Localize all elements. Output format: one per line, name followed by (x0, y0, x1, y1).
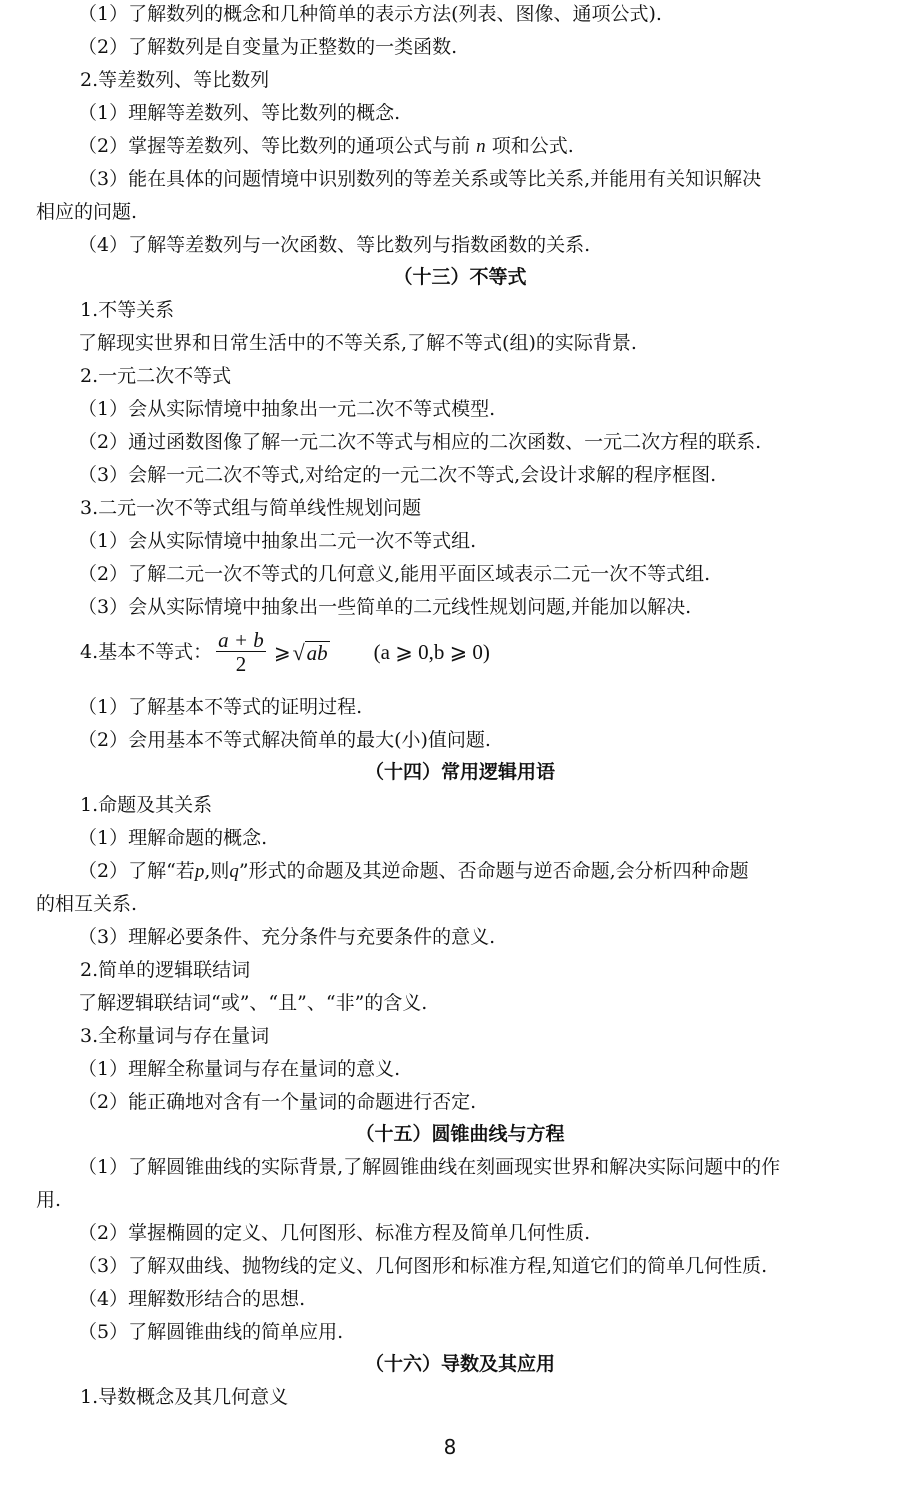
section-heading: （十四）常用逻辑用语 (364, 761, 555, 783)
fraction (216, 629, 266, 675)
ge-symbol: ⩾ (273, 640, 291, 664)
text-line: 的相互关系. (36, 893, 138, 915)
fraction-numerator: a + b (218, 628, 264, 652)
page-number: 8 (443, 1435, 457, 1459)
section-heading: （十五）圆锥曲线与方程 (355, 1123, 565, 1145)
text-line: （2）了解二元一次不等式的几何意义,能用平面区域表示二元一次不等式组. (78, 563, 711, 585)
text-line: （1）理解命题的概念. (78, 827, 268, 849)
text-line: 了解现实世界和日常生活中的不等关系,了解不等式(组)的实际背景. (78, 332, 637, 354)
fraction-denominator: 2 (235, 652, 247, 676)
text-line: （3）能在具体的问题情境中识别数列的等差关系或等比关系,并能用有关知识解决 (78, 168, 762, 190)
text-line: （1）理解等差数列、等比数列的概念. (78, 102, 401, 124)
subsection-heading: 3.全称量词与存在量词 (80, 1025, 270, 1047)
text-line: （2）通过函数图像了解一元二次不等式与相应的二次函数、一元二次方程的联系. (78, 431, 762, 453)
subsection-heading: 1.不等关系 (80, 299, 175, 321)
text-line: （3）会解一元二次不等式,对给定的一元二次不等式,会设计求解的程序框图. (78, 464, 717, 486)
subsection-heading: 3.二元一次不等式组与简单线性规划问题 (80, 497, 422, 519)
subsection-heading: 2.等差数列、等比数列 (80, 69, 270, 91)
text-line: （1）理解全称量词与存在量词的意义. (78, 1058, 401, 1080)
text-line: （2）了解“若p,则q”形式的命题及其逆命题、否命题与逆否命题,会分析四种命题 (78, 860, 749, 882)
text-line: （1）了解圆锥曲线的实际背景,了解圆锥曲线在刻画现实世界和解决实际问题中的作 (78, 1156, 781, 1178)
text-line: （3）理解必要条件、充分条件与充要条件的意义. (78, 926, 496, 948)
radical-sign-icon: √ (292, 639, 305, 665)
text-line: 相应的问题. (36, 201, 138, 223)
subsection-heading: 1.命题及其关系 (80, 794, 213, 816)
text-line: （2）能正确地对含有一个量词的命题进行否定. (78, 1091, 477, 1113)
text-line: （2）掌握等差数列、等比数列的通项公式与前 n 项和公式. (78, 135, 574, 157)
subsection-heading: 1.导数概念及其几何意义 (80, 1386, 289, 1408)
square-root (293, 641, 330, 664)
text-line: （2）会用基本不等式解决简单的最大(小)值问题. (78, 729, 491, 751)
section-heading: （十三）不等式 (393, 266, 527, 288)
text-line: （1）了解数列的概念和几种简单的表示方法(列表、图像、通项公式). (78, 3, 662, 25)
text-line: （5）了解圆锥曲线的简单应用. (78, 1321, 344, 1343)
formula-label: 4.基本不等式： (80, 641, 213, 663)
text-line: （1）会从实际情境中抽象出一元二次不等式模型. (78, 398, 496, 420)
text-line: （3）会从实际情境中抽象出一些简单的二元线性规划问题,并能加以解决. (78, 596, 692, 618)
text-line: （2）了解数列是自变量为正整数的一类函数. (78, 36, 458, 58)
basic-inequality-formula (0, 622, 900, 682)
text-line: 用. (36, 1189, 62, 1211)
section-heading: （十六）导数及其应用 (364, 1353, 555, 1375)
text-line: （4）理解数形结合的思想. (78, 1288, 306, 1310)
text-line: （4）了解等差数列与一次函数、等比数列与指数函数的关系. (78, 234, 591, 256)
text-line: （3）了解双曲线、抛物线的定义、几何图形和标准方程,知道它们的简单几何性质. (78, 1255, 768, 1277)
subsection-heading: 2.一元二次不等式 (80, 365, 232, 387)
text-line: （1）会从实际情境中抽象出二元一次不等式组. (78, 530, 477, 552)
formula-condition: (a ⩾ 0,b ⩾ 0) (373, 640, 490, 664)
text-line: （1）了解基本不等式的证明过程. (78, 696, 363, 718)
subsection-heading: 2.简单的逻辑联结词 (80, 959, 251, 981)
text-line: 了解逻辑联结词“或”、“且”、“非”的含义. (78, 992, 428, 1014)
text-line: （2）掌握椭圆的定义、几何图形、标准方程及简单几何性质. (78, 1222, 591, 1244)
radicand: ab (306, 640, 328, 665)
